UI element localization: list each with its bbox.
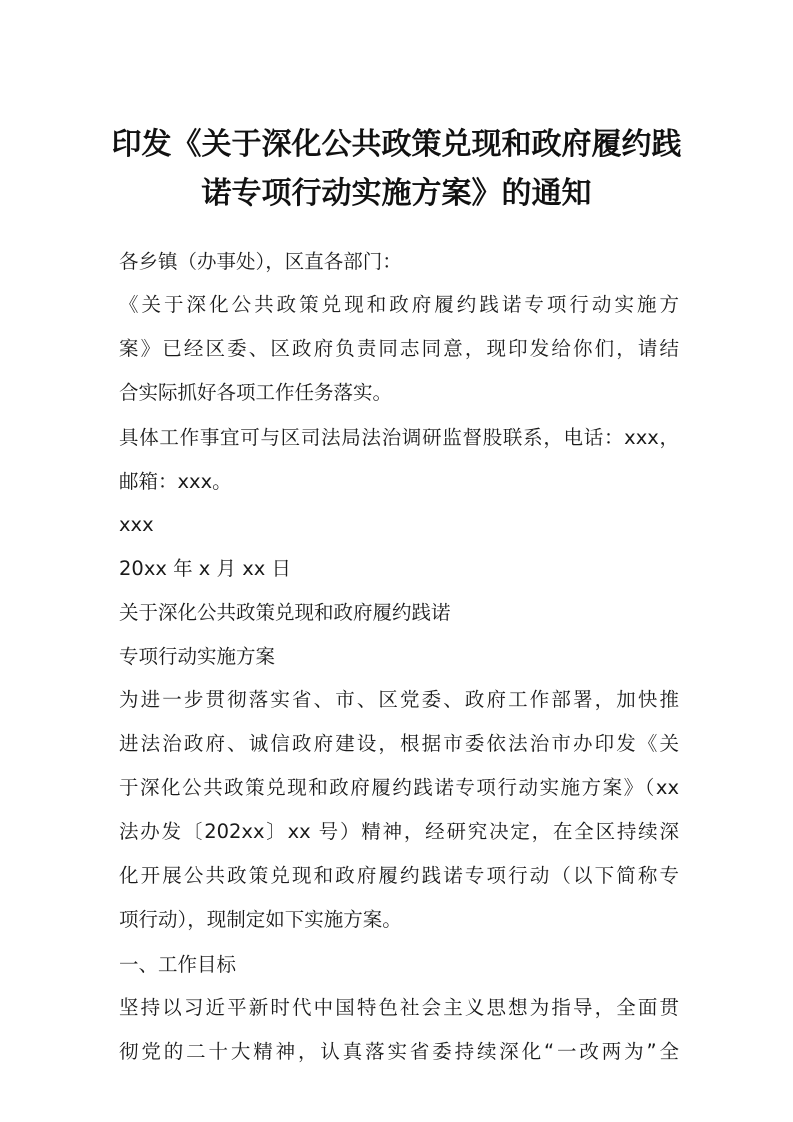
body-line-18: 坚持以习近平新时代中国特色社会主义思想为指导，全面贯 bbox=[119, 996, 679, 1019]
body-line-11: 为进一步贯彻落实省、市、区党委、政府工作部署，加快推 bbox=[119, 688, 679, 711]
body-line-15: 化开展公共政策兑现和政府履约践诺专项行动（以下简称专 bbox=[119, 864, 679, 887]
plan-title-line-1: 关于深化公共政策兑现和政府履约践诺 bbox=[119, 601, 451, 624]
signature-line: xxx bbox=[119, 513, 154, 536]
body-line-14: 法办发〔202xx〕xx 号）精神，经研究决定，在全区持续深 bbox=[119, 820, 679, 843]
body-line-16: 项行动），现制定如下实施方案。 bbox=[119, 908, 402, 931]
document-title-line-1: 印发《关于深化公共政策兑现和政府履约践 bbox=[111, 127, 682, 162]
body-line-3: 案》已经区委、区政府负责同志同意，现印发给你们，请结 bbox=[119, 337, 679, 360]
plan-title-line-2: 专项行动实施方案 bbox=[119, 645, 276, 668]
body-line-6: 邮箱：xxx。 bbox=[119, 470, 232, 493]
body-line-1: 各乡镇（办事处），区直各部门： bbox=[119, 250, 402, 273]
section-heading: 一、工作目标 bbox=[119, 953, 237, 976]
body-line-13: 于深化公共政策兑现和政府履约践诺专项行动实施方案》（xx bbox=[119, 776, 679, 799]
body-line-2: 《关于深化公共政策兑现和政府履约践诺专项行动实施方 bbox=[119, 293, 679, 316]
body-line-4: 合实际抓好各项工作任务落实。 bbox=[119, 381, 393, 404]
body-line-5: 具体工作事宜可与区司法局法治调研监督股联系，电话：xxx， bbox=[119, 426, 679, 449]
document-title-line-2: 诺专项行动实施方案》的通知 bbox=[201, 176, 592, 211]
date-line: 20xx 年 x 月 xx 日 bbox=[119, 557, 292, 580]
body-line-12: 进法治政府、诚信政府建设，根据市委依法治市办印发《关 bbox=[119, 732, 679, 755]
body-line-19: 彻党的二十大精神，认真落实省委持续深化“一改两为”全 bbox=[119, 1040, 679, 1063]
